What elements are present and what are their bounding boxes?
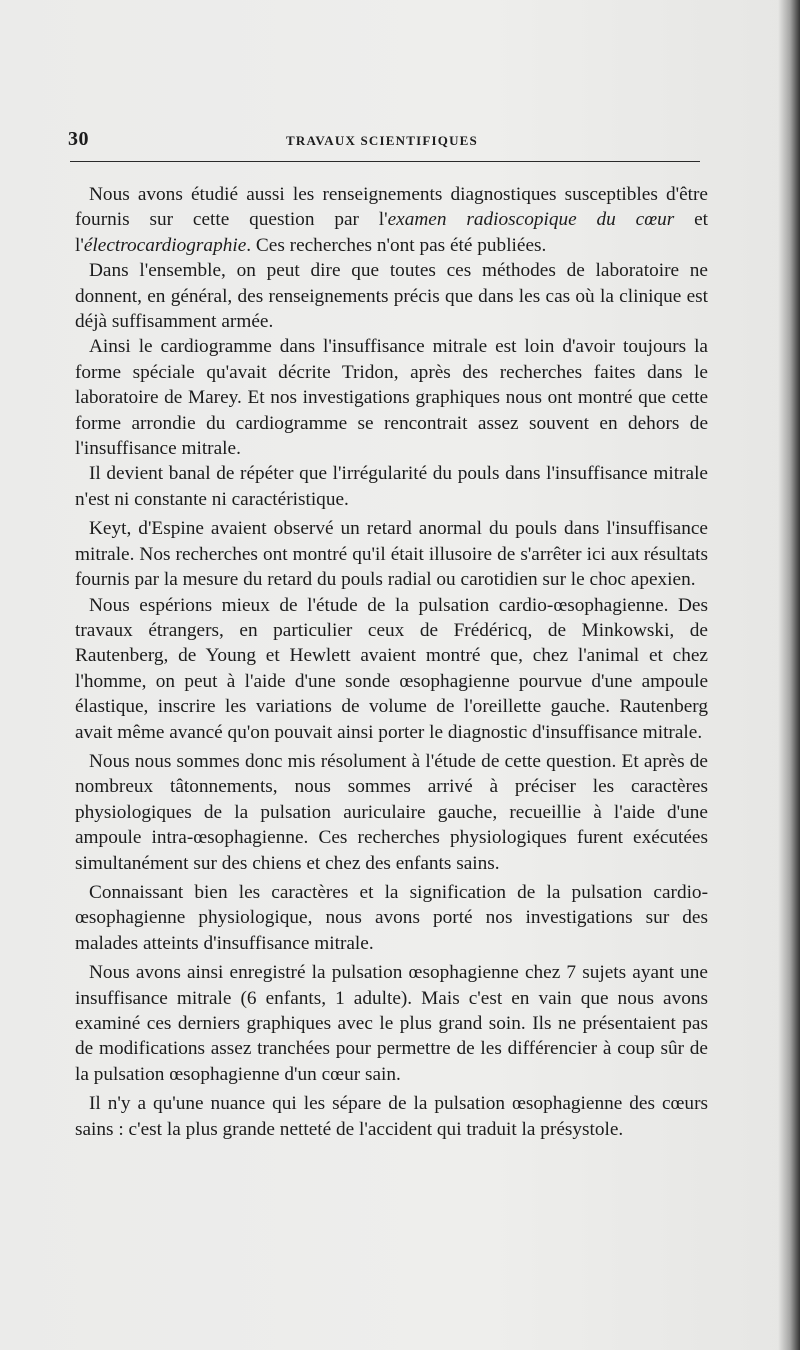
italic-examen-radioscopique: examen radioscopique du cœur: [387, 209, 675, 231]
paragraph-9: Nous avons ainsi enregistré la pulsation œsophagienne chez 7 sujets ayant une insuffisance mitrale (6 enfants, 1 adulte). Mais c'est en vain que nous avons examiné ces derniers graphiques avec le plus grand soin. Ils ne présentaient pas de modifications assez tranchées pour permettre de les différencier à coup sûr de la pulsation œsophagienne d'un cœur sain.: [75, 962, 708, 1085]
page-number: 30: [68, 128, 89, 150]
page-header: [68, 128, 708, 152]
paragraph-1-text-a: Nous avons étudié aussi les renseignements diagnostiques susceptibles d'être fournis sur cette question par l': [75, 184, 708, 231]
paragraph-1-text-b: et l': [75, 209, 708, 256]
header-rule: [70, 161, 700, 162]
paragraph-8: Connaissant bien les caractères et la signification de la pulsation cardio-œsophagienne physiologique, nous avons porté nos investigations sur des malades atteints d'insuffisance mitrale.: [75, 881, 708, 954]
body-text: [75, 182, 708, 1142]
page-edge-shadow: [778, 0, 800, 1350]
paragraph-5: Keyt, d'Espine avaient observé un retard anormal du pouls dans l'insuffisance mitrale. Nos recherches ont montré qu'il était illusoire de s'arrêter ici aux résultats fournis par la mesure du retard du pouls radial ou carotidien sur le choc apexien.: [75, 518, 708, 591]
paragraph-7: Nous nous sommes donc mis résolument à l'étude de cette question. Et après de nombreux tâtonnements, nous sommes arrivé à préciser les caractères physiologiques de la pulsation auriculaire gauche, recueillie à l'aide d'une ampoule intra-œsophagienne. Ces recherches physiologiques furent exécutées simultanément sur des chiens et chez des enfants sains.: [75, 750, 708, 874]
running-title: TRAVAUX SCIENTIFIQUES: [286, 133, 478, 148]
italic-electrocardiographie: électrocardiographie: [83, 234, 247, 256]
paragraph-6: Nous espérions mieux de l'étude de la pulsation cardio-œsophagienne. Des travaux étrangers, en particulier ceux de Frédéricq, de Minkowski, de Rautenberg, de Young et Hewlett avaient montré que, chez l'animal et chez l'homme, on peut à l'aide d'une sonde œsophagienne pourvue d'une ampoule élastique, inscrire les variations de volume de l'oreillette gauche. Rautenberg avait même avancé qu'on pouvait ainsi porter le diagnostic d'insuffisance mitrale.: [75, 594, 708, 743]
paragraph-2: Dans l'ensemble, on peut dire que toutes ces méthodes de laboratoire ne donnent, en général, des renseignements précis que dans les cas où la clinique est déjà suffisamment armée.: [75, 260, 708, 333]
paragraph-10: Il n'y a qu'une nuance qui les sépare de la pulsation œsophagienne des cœurs sains : c'est la plus grande netteté de l'accident qui traduit la présystole.: [75, 1093, 708, 1140]
paragraph-3: Ainsi le cardiogramme dans l'insuffisance mitrale est loin d'avoir toujours la forme spéciale qu'avait décrite Tridon, après des recherches faites dans le laboratoire de Marey. Et nos investigations graphiques nous ont montré que cette forme arrondie du cardiogramme se rencontrait assez souvent en dehors de l'insuffisance mitrale.: [75, 336, 708, 460]
paragraph-4: Il devient banal de répéter que l'irrégularité du pouls dans l'insuffisance mitrale n'est ni constante ni caractéristique.: [75, 463, 708, 510]
paragraph-1-text-c: . Ces recherches n'ont pas été publiées.: [246, 234, 547, 256]
paragraph-1: [75, 182, 708, 258]
